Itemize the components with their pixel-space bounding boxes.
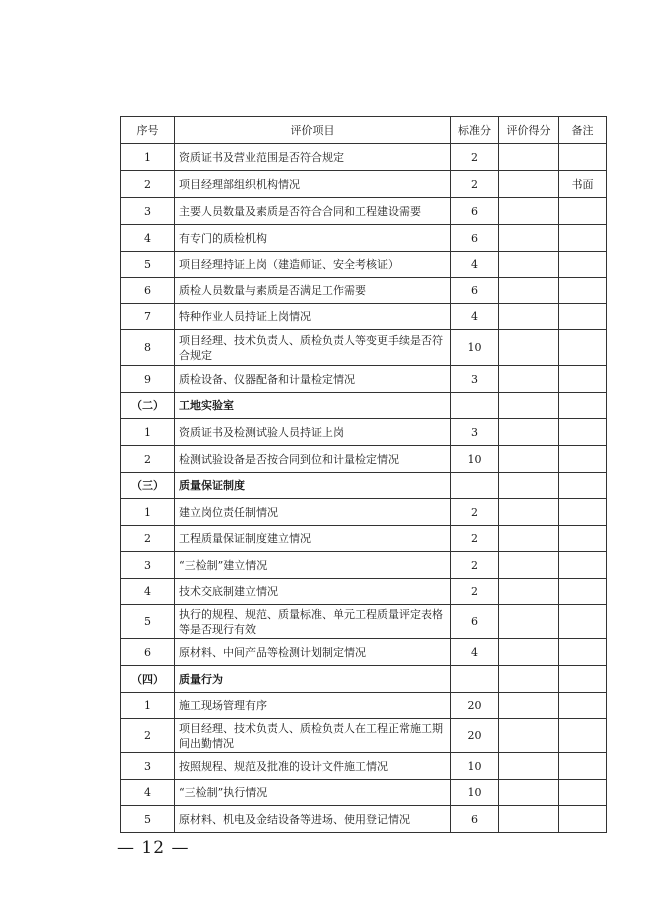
row-evaluation-score bbox=[499, 719, 559, 753]
row-evaluation-score bbox=[499, 666, 559, 693]
row-item: 有专门的质检机构 bbox=[175, 225, 451, 252]
row-standard-score: 10 bbox=[451, 330, 499, 366]
row-item: 按照规程、规范及批准的设计文件施工情况 bbox=[175, 753, 451, 780]
row-item: 项目经理、技术负责人、质检负责人在工程正常施工期间出勤情况 bbox=[175, 719, 451, 753]
table-row bbox=[121, 278, 607, 304]
row-note bbox=[559, 753, 607, 780]
row-note bbox=[559, 366, 607, 393]
row-no: 5 bbox=[121, 806, 175, 833]
table-row bbox=[121, 252, 607, 278]
row-standard-score: 2 bbox=[451, 144, 499, 171]
row-item: 执行的规程、规范、质量标准、单元工程质量评定表格等是否现行有效 bbox=[175, 605, 451, 639]
table-row bbox=[121, 419, 607, 446]
row-item: 检测试验设备是否按合同到位和计量检定情况 bbox=[175, 446, 451, 473]
table-row bbox=[121, 225, 607, 252]
row-no: 3 bbox=[121, 198, 175, 225]
row-note bbox=[559, 446, 607, 473]
row-item: 工地实验室 bbox=[175, 393, 451, 419]
row-item: 项目经理、技术负责人、质检负责人等变更手续是否符合规定 bbox=[175, 330, 451, 366]
row-standard-score: 2 bbox=[451, 499, 499, 526]
table-row bbox=[121, 753, 607, 780]
row-note bbox=[559, 719, 607, 753]
row-evaluation-score bbox=[499, 419, 559, 446]
table-body bbox=[121, 144, 607, 833]
row-standard-score: 10 bbox=[451, 753, 499, 780]
row-no: 9 bbox=[121, 366, 175, 393]
row-item: 技术交底制建立情况 bbox=[175, 579, 451, 605]
row-standard-score bbox=[451, 666, 499, 693]
row-note bbox=[559, 780, 607, 806]
row-note bbox=[559, 304, 607, 330]
row-standard-score bbox=[451, 473, 499, 499]
row-no: 4 bbox=[121, 780, 175, 806]
row-item: 项目经理部组织机构情况 bbox=[175, 171, 451, 198]
row-no: 8 bbox=[121, 330, 175, 366]
row-evaluation-score bbox=[499, 366, 559, 393]
section-row bbox=[121, 473, 607, 499]
row-evaluation-score bbox=[499, 605, 559, 639]
table-row bbox=[121, 198, 607, 225]
row-no: 1 bbox=[121, 499, 175, 526]
row-no: 2 bbox=[121, 719, 175, 753]
evaluation-table bbox=[120, 116, 607, 833]
page-number: — 12 — bbox=[117, 838, 190, 858]
row-no: 3 bbox=[121, 552, 175, 579]
row-evaluation-score bbox=[499, 473, 559, 499]
row-no: 2 bbox=[121, 526, 175, 552]
header-note: 备注 bbox=[559, 117, 607, 144]
row-note bbox=[559, 330, 607, 366]
row-evaluation-score bbox=[499, 499, 559, 526]
row-note bbox=[559, 693, 607, 719]
row-no: 2 bbox=[121, 446, 175, 473]
row-standard-score: 4 bbox=[451, 304, 499, 330]
row-item: 施工现场管理有序 bbox=[175, 693, 451, 719]
row-note bbox=[559, 278, 607, 304]
row-item: 项目经理持证上岗（建造师证、安全考核证） bbox=[175, 252, 451, 278]
table-row bbox=[121, 693, 607, 719]
row-standard-score: 6 bbox=[451, 806, 499, 833]
row-no: 5 bbox=[121, 252, 175, 278]
row-no: 4 bbox=[121, 225, 175, 252]
row-note bbox=[559, 144, 607, 171]
row-evaluation-score bbox=[499, 526, 559, 552]
row-item: 质检设备、仪器配备和计量检定情况 bbox=[175, 366, 451, 393]
row-standard-score: 6 bbox=[451, 225, 499, 252]
row-note: 书面 bbox=[559, 171, 607, 198]
row-note bbox=[559, 526, 607, 552]
row-no: 2 bbox=[121, 171, 175, 198]
row-note bbox=[559, 419, 607, 446]
row-no: 3 bbox=[121, 753, 175, 780]
row-standard-score: 20 bbox=[451, 693, 499, 719]
row-no: 1 bbox=[121, 693, 175, 719]
row-note bbox=[559, 806, 607, 833]
row-item: 原材料、机电及金结设备等进场、使用登记情况 bbox=[175, 806, 451, 833]
row-standard-score: 6 bbox=[451, 605, 499, 639]
table-header-row bbox=[121, 117, 607, 144]
row-no: 1 bbox=[121, 144, 175, 171]
row-standard-score: 20 bbox=[451, 719, 499, 753]
row-standard-score: 2 bbox=[451, 526, 499, 552]
row-note bbox=[559, 473, 607, 499]
row-note bbox=[559, 666, 607, 693]
row-note bbox=[559, 639, 607, 666]
row-item: 质量行为 bbox=[175, 666, 451, 693]
row-item: 质量保证制度 bbox=[175, 473, 451, 499]
row-item: 资质证书及营业范围是否符合规定 bbox=[175, 144, 451, 171]
row-item: 质检人员数量与素质是否满足工作需要 bbox=[175, 278, 451, 304]
row-item: 主要人员数量及素质是否符合合同和工程建设需要 bbox=[175, 198, 451, 225]
table-row bbox=[121, 144, 607, 171]
table-row bbox=[121, 171, 607, 198]
row-note bbox=[559, 499, 607, 526]
row-standard-score: 10 bbox=[451, 780, 499, 806]
header-score: 评价得分 bbox=[499, 117, 559, 144]
row-evaluation-score bbox=[499, 780, 559, 806]
table-row bbox=[121, 579, 607, 605]
table-row bbox=[121, 330, 607, 366]
table-row bbox=[121, 552, 607, 579]
row-no: （二） bbox=[121, 393, 175, 419]
row-evaluation-score bbox=[499, 753, 559, 780]
table-row bbox=[121, 806, 607, 833]
table-row bbox=[121, 366, 607, 393]
row-evaluation-score bbox=[499, 446, 559, 473]
row-item: 特种作业人员持证上岗情况 bbox=[175, 304, 451, 330]
row-standard-score: 3 bbox=[451, 366, 499, 393]
table-row bbox=[121, 780, 607, 806]
row-evaluation-score bbox=[499, 693, 559, 719]
row-standard-score: 4 bbox=[451, 252, 499, 278]
row-evaluation-score bbox=[499, 579, 559, 605]
row-note bbox=[559, 198, 607, 225]
row-no: 5 bbox=[121, 605, 175, 639]
row-item: 工程质量保证制度建立情况 bbox=[175, 526, 451, 552]
row-standard-score bbox=[451, 393, 499, 419]
row-evaluation-score bbox=[499, 198, 559, 225]
row-item: “三检制”执行情况 bbox=[175, 780, 451, 806]
row-no: （三） bbox=[121, 473, 175, 499]
header-standard: 标准分 bbox=[451, 117, 499, 144]
section-row bbox=[121, 393, 607, 419]
row-evaluation-score bbox=[499, 225, 559, 252]
row-no: 6 bbox=[121, 278, 175, 304]
row-item: 原材料、中间产品等检测计划制定情况 bbox=[175, 639, 451, 666]
row-item: “三检制”建立情况 bbox=[175, 552, 451, 579]
row-standard-score: 6 bbox=[451, 278, 499, 304]
row-evaluation-score bbox=[499, 806, 559, 833]
table-row bbox=[121, 639, 607, 666]
row-item: 建立岗位责任制情况 bbox=[175, 499, 451, 526]
row-standard-score: 4 bbox=[451, 639, 499, 666]
row-no: 4 bbox=[121, 579, 175, 605]
table-row bbox=[121, 605, 607, 639]
row-note bbox=[559, 605, 607, 639]
row-evaluation-score bbox=[499, 552, 559, 579]
row-evaluation-score bbox=[499, 330, 559, 366]
table-row bbox=[121, 719, 607, 753]
row-standard-score: 2 bbox=[451, 552, 499, 579]
row-no: 7 bbox=[121, 304, 175, 330]
row-standard-score: 2 bbox=[451, 579, 499, 605]
row-evaluation-score bbox=[499, 639, 559, 666]
table-row bbox=[121, 446, 607, 473]
row-no: 1 bbox=[121, 419, 175, 446]
row-no: 6 bbox=[121, 639, 175, 666]
row-note bbox=[559, 393, 607, 419]
header-item: 评价项目 bbox=[175, 117, 451, 144]
row-note bbox=[559, 552, 607, 579]
row-standard-score: 2 bbox=[451, 171, 499, 198]
row-evaluation-score bbox=[499, 171, 559, 198]
table-row bbox=[121, 526, 607, 552]
row-evaluation-score bbox=[499, 304, 559, 330]
row-evaluation-score bbox=[499, 144, 559, 171]
section-row bbox=[121, 666, 607, 693]
row-evaluation-score bbox=[499, 393, 559, 419]
table-row bbox=[121, 499, 607, 526]
row-standard-score: 3 bbox=[451, 419, 499, 446]
row-item: 资质证书及检测试验人员持证上岗 bbox=[175, 419, 451, 446]
row-note bbox=[559, 579, 607, 605]
row-note bbox=[559, 225, 607, 252]
row-standard-score: 10 bbox=[451, 446, 499, 473]
row-evaluation-score bbox=[499, 278, 559, 304]
row-note bbox=[559, 252, 607, 278]
header-no: 序号 bbox=[121, 117, 175, 144]
row-standard-score: 6 bbox=[451, 198, 499, 225]
row-evaluation-score bbox=[499, 252, 559, 278]
table-row bbox=[121, 304, 607, 330]
row-no: （四） bbox=[121, 666, 175, 693]
